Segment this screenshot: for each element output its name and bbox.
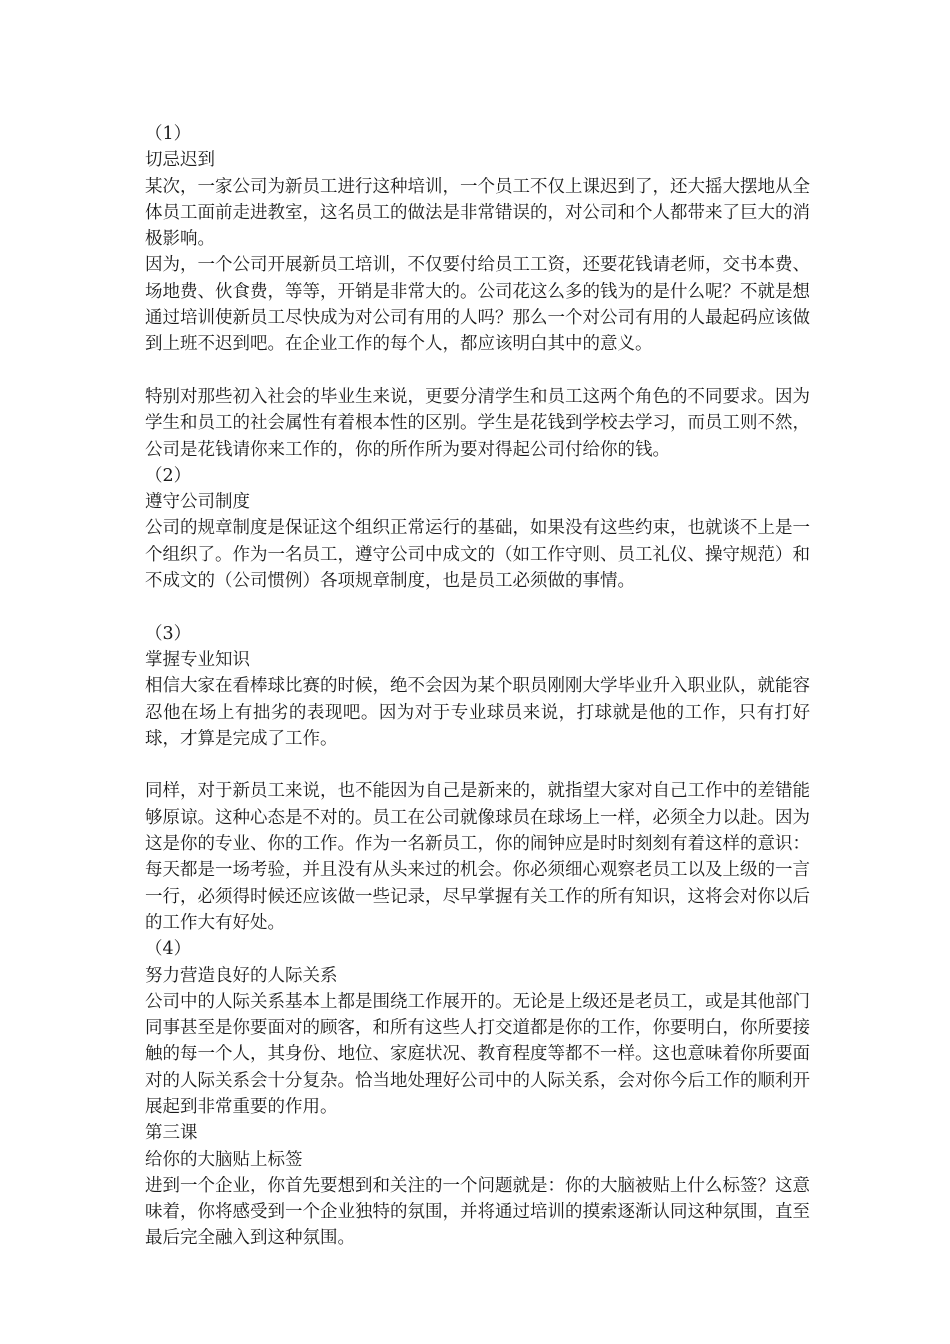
section-number: （4） <box>145 939 192 960</box>
paragraph: 同样，对于新员工来说，也不能因为自己是新来的，就指望大家对自己工作中的差错能够原谅。这种心态是不对的。员工在公司就像球员在球场上一样，必须全力以赴。因为这是你的专业、你的工作。作为一名新员工，你的闹钟应是时时刻刻有着这样的意识：每天都是一场考验，并且没有从头来过的机会。你必须细心观察老员工以及上级的一言一行，必须得时候还应该做一些记录，尽早掌握有关工作的所有知识，这将会对你以后的工作大有好处。 <box>145 781 810 933</box>
blank-line <box>145 594 810 620</box>
paragraph: 进到一个企业，你首先要想到和关注的一个问题就是：你的大脑被贴上什么标签？这意味着，你将感受到一个企业独特的氛围，并将通过培训的摸索逐渐认同这种氛围，直至最后完全融入到这种氛围。 <box>145 1175 810 1249</box>
paragraph: 特别对那些初入社会的毕业生来说，更要分清学生和员工这两个角色的不同要求。因为学生和员工的社会属性有着根本性的区别。学生是花钱到学校去学习，而员工则不然，公司是花钱请你来工作的，你的所作所为要对得起公司付给你的钱。 <box>145 386 810 460</box>
blank-line <box>145 358 810 384</box>
paragraph: 相信大家在看棒球比赛的时候，绝不会因为某个职员刚刚大学毕业升入职业队，就能容忍他在场上有拙劣的表现吧。因为对于专业球员来说，打球就是他的工作，只有打好球，才算是完成了工作。 <box>145 676 810 749</box>
section-heading: 掌握专业知识 <box>145 649 250 670</box>
paragraph: 公司的规章制度是保证这个组织正常运行的基础，如果没有这些约束，也就谈不上是一个组织了。作为一名员工，遵守公司中成文的（如工作守则、员工礼仪、操守规范）和不成文的（公司惯例）各项规章制度，也是员工必须做的事情。 <box>145 518 810 592</box>
section-heading: 遵守公司制度 <box>145 492 250 513</box>
section-heading: 给你的大脑贴上标签 <box>145 1149 303 1170</box>
lesson-title: 第三课 <box>145 1123 198 1144</box>
section-heading: 切忌迟到 <box>145 150 215 171</box>
section-number: （1） <box>145 124 192 144</box>
blank-line <box>145 752 810 778</box>
paragraph: 因为，一个公司开展新员工培训，不仅要付给员工工资，还要花钱请老师，交书本费、场地费、伙食费，等等，开销是非常大的。公司花这么多的钱为的是什么呢？不就是想通过培训使新员工尽快成为对公司有用的人吗？那么一个对公司有用的人最起码应该做到上班不迟到吧。在企业工作的每个人，都应该明白其中的意义。 <box>145 255 810 355</box>
paragraph: 公司中的人际关系基本上都是围绕工作展开的。无论是上级还是老员工，或是其他部门同事甚至是你要面对的顾客，和所有这些人打交道都是你的工作，你要明白，你所要接触的每一个人，其身份、地位、家庭状况、教育程度等都不一样。这也意味着你所要面对的人际关系会十分复杂。恰当地处理好公司中的人际关系，会对你今后工作的顺利开展起到非常重要的作用。 <box>145 991 810 1117</box>
paragraph: 某次，一家公司为新员工进行这种培训，一个员工不仅上课迟到了，还大摇大摆地从全体员工面前走进教室，这名员工的做法是非常错误的，对公司和个人都带来了巨大的消极影响。 <box>145 176 810 250</box>
section-heading: 努力营造良好的人际关系 <box>145 965 338 986</box>
section-number: （3） <box>145 623 192 644</box>
document-body <box>145 121 810 1252</box>
section-number: （2） <box>145 465 192 486</box>
